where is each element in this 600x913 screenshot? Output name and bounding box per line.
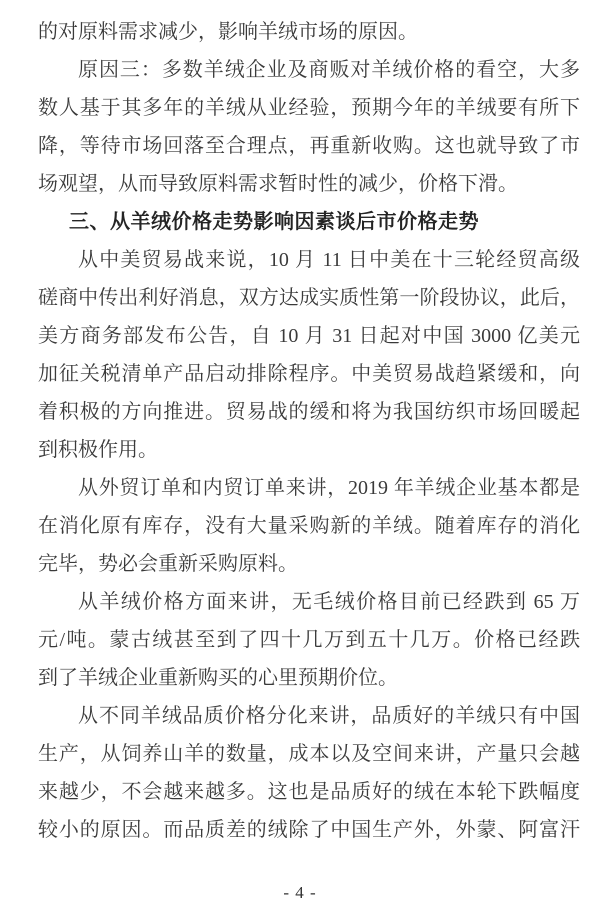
text-line: 从中美贸易战来说，10 月 11 日中美在十三轮经贸高级 [78,249,580,271]
text-line: 降，等待市场回落至合理点，再重新收购。这也就导致了市 [38,135,580,157]
text-line: 较小的原因。而品质差的绒除了中国生产外，外蒙、阿富汗 [38,819,580,841]
text-line: 来越少，不会越来越多。这也是品质好的绒在本轮下跌幅度 [38,781,580,803]
text-line: 完毕，势必会重新采购原料。 [38,553,298,575]
text-line: 从外贸订单和内贸订单来讲，2019 年羊绒企业基本都是 [78,477,580,499]
document-body [38,13,580,849]
text-line: 元/吨。蒙古绒甚至到了四十几万到五十几万。价格已经跌 [38,629,580,651]
page-number: - 4 - [283,883,317,902]
text-line: 场观望，从而导致原料需求暂时性的减少，价格下滑。 [38,173,518,195]
text-line: 加征关税清单产品启动排除程序。中美贸易战趋紧缓和，向 [38,363,580,385]
text-line: 着积极的方向推进。贸易战的缓和将为我国纺织市场回暖起 [38,401,580,423]
text-line: 的对原料需求减少，影响羊绒市场的原因。 [38,21,418,43]
text-line: 原因三：多数羊绒企业及商贩对羊绒价格的看空，大多 [78,59,580,81]
text-line: 数人基于其多年的羊绒从业经验，预期今年的羊绒要有所下 [38,97,580,119]
text-line: 到了羊绒企业重新购买的心里预期价位。 [38,667,398,689]
text-line: 在消化原有库存，没有大量采购新的羊绒。随着库存的消化 [38,515,580,537]
text-line: 磋商中传出利好消息，双方达成实质性第一阶段协议，此后， [38,287,580,309]
text-line: 到积极作用。 [38,439,158,461]
section-heading: 三、从羊绒价格走势影响因素谈后市价格走势 [69,211,479,233]
text-line: 从不同羊绒品质价格分化来讲，品质好的羊绒只有中国 [78,705,580,727]
text-line: 从羊绒价格方面来讲，无毛绒价格目前已经跌到 65 万 [78,591,580,613]
text-line: 生产，从饲养山羊的数量，成本以及空间来讲，产量只会越 [38,743,580,765]
text-line: 美方商务部发布公告，自 10 月 31 日起对中国 3000 亿美元 [38,325,580,347]
